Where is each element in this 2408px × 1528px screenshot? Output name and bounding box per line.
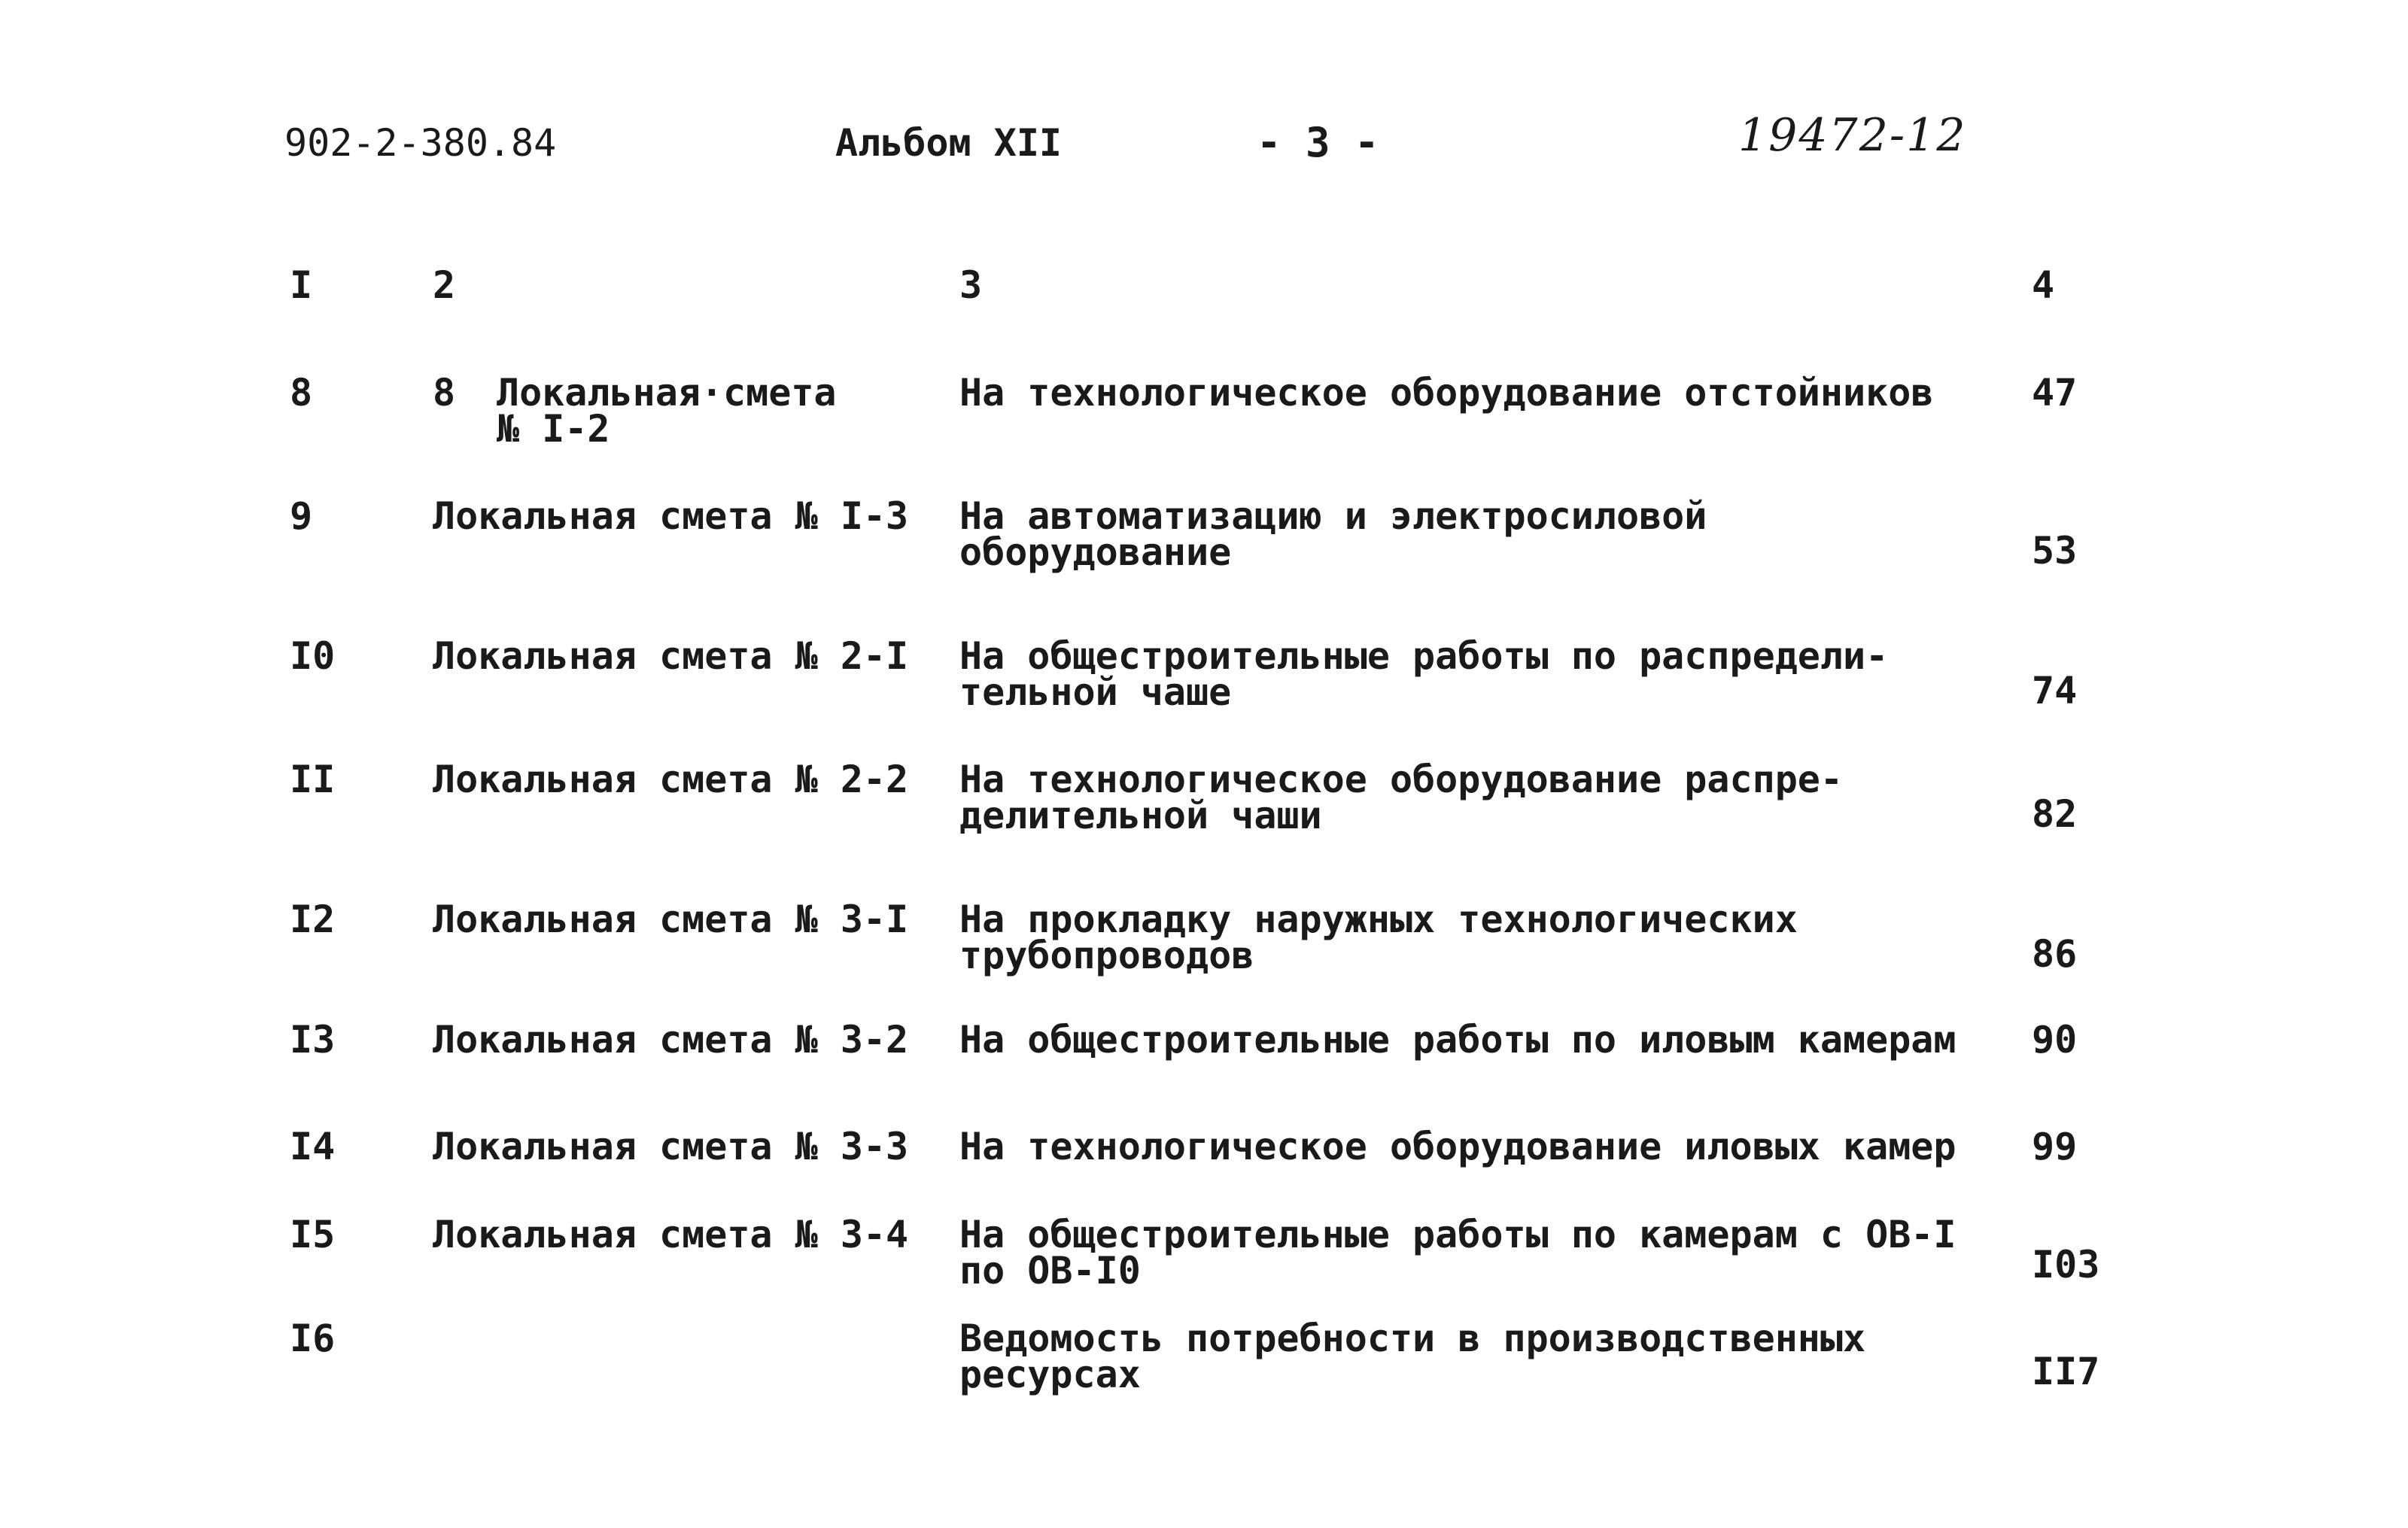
row-number: 8 xyxy=(290,371,313,415)
column-header-4: 4 xyxy=(2032,263,2055,307)
row-page: 86 xyxy=(2032,932,2078,976)
row-document: Локальная·смета № I-2 xyxy=(497,371,837,451)
row-document: Локальная смета № 3-4 xyxy=(433,1213,909,1256)
row-number: I5 xyxy=(290,1213,336,1256)
row-description: На автоматизацию и электросиловой оборудование xyxy=(959,494,1707,574)
row-document: Локальная смета № 3-3 xyxy=(433,1125,909,1168)
row-page: 99 xyxy=(2032,1125,2078,1168)
column-header-1: I xyxy=(290,263,313,307)
column-header-2: 2 xyxy=(433,263,456,307)
row-number: I6 xyxy=(290,1317,336,1360)
column-header-3: 3 xyxy=(959,263,983,307)
row-page: 74 xyxy=(2032,669,2078,712)
row-number: I2 xyxy=(290,898,336,941)
row-document: Локальная смета № 3-I xyxy=(433,898,909,941)
album-label: Альбом XII xyxy=(835,121,1063,165)
row-page: 82 xyxy=(2032,792,2078,836)
row-document: Локальная смета № 2-I xyxy=(433,634,909,678)
row-description: На общестроительные работы по иловым камерам xyxy=(959,1018,1956,1062)
row-description: На технологическое оборудование распре- делительной чаши xyxy=(959,758,1843,837)
row-number: 9 xyxy=(290,494,313,538)
row-document: Локальная смета № 2-2 xyxy=(433,758,909,801)
row-subnumber: 8 xyxy=(433,371,456,415)
handwritten-inventory-number: 19472-12 xyxy=(1738,109,1967,162)
row-document: Локальная смета № 3-2 xyxy=(433,1018,909,1062)
page-number: - 3 - xyxy=(1257,119,1379,166)
row-page: I03 xyxy=(2032,1243,2100,1286)
row-description: На прокладку наружных технологических трубопроводов xyxy=(959,898,1798,977)
row-description: На технологическое оборудование отстойников xyxy=(959,371,1934,415)
row-number: I0 xyxy=(290,634,336,678)
document-code: 902-2-380.84 xyxy=(284,121,557,165)
row-description: На технологическое оборудование иловых камер xyxy=(959,1125,1956,1168)
row-page: 53 xyxy=(2032,529,2078,573)
row-description: На общестроительные работы по распредели- тельной чаше xyxy=(959,634,1889,714)
row-number: I3 xyxy=(290,1018,336,1062)
row-description: Ведомость потребности в производственных ресурсах xyxy=(959,1317,1866,1396)
row-page: 90 xyxy=(2032,1018,2078,1062)
row-description: На общестроительные работы по камерам с OB-I по OB-I0 xyxy=(959,1213,1956,1293)
row-number: I4 xyxy=(290,1125,336,1168)
row-number: II xyxy=(290,758,336,801)
row-page: 47 xyxy=(2032,371,2078,415)
row-page: II7 xyxy=(2032,1350,2100,1393)
row-document: Локальная смета № I-3 xyxy=(433,494,909,538)
